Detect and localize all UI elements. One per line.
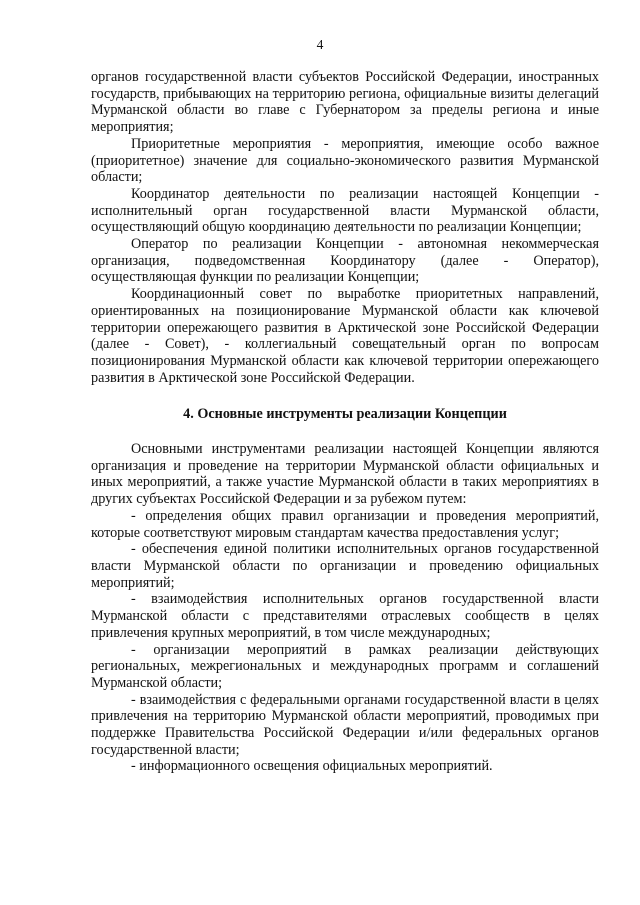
paragraph-operator: Оператор по реализации Концепции - автономная некоммерческая организация, подведомственная Координатору (далее - Оператор), осуществляющая функции по реализации Концепции; xyxy=(91,236,599,286)
list-item: - определения общих правил организации и проведения мероприятий, которые соответствуют мировым стандартам качества предоставления услуг; xyxy=(91,507,599,541)
section-heading: 4. Основные инструменты реализации Концепции xyxy=(183,406,507,423)
paragraph-continuation: органов государственной власти субъектов Российской Федерации, иностранных государств, прибывающих на территорию региона, официальные визиты делегаций Мурманской области во главе с Губернатором за пределы региона и иные мероприятия; xyxy=(91,69,599,136)
paragraph-council: Координационный совет по выработке приоритетных направлений, ориентированных на позиционирование Мурманской области как ключевой территории опережающего развития в Арктической зоне Российской Федерации (далее - Совет), - коллегиальный совещательный орган по вопросам позиционирования Мурманской области как ключевой территории опережающего развития в Арктической зоне Российской Федерации. xyxy=(91,286,599,386)
list-item: - обеспечения единой политики исполнительных органов государственной власти Мурманской области по организации и проведению официальных мероприятий; xyxy=(91,541,599,591)
page-number: 4 xyxy=(316,37,324,52)
list-item: - информационного освещения официальных мероприятий. xyxy=(131,758,493,775)
paragraph-priority-events: Приоритетные мероприятия - мероприятия, имеющие особо важное (приоритетное) значение для социально-экономического развития Мурманской области; xyxy=(91,135,599,186)
list-item: - организации мероприятий в рамках реализации действующих региональных, межрегиональных и международных программ и соглашений Мурманской области; xyxy=(91,641,599,691)
paragraph-coordinator: Координатор деятельности по реализации настоящей Концепции - исполнительный орган государственной власти Мурманской области, осуществляющий общую координацию деятельности по реализации Концепции; xyxy=(91,185,599,236)
list-item: - взаимодействия с федеральными органами государственной власти в целях привлечения на территорию Мурманской области мероприятий, проводимых при поддержке Правительства Российской Федерации и/или федеральных органов государственной власти; xyxy=(91,691,599,758)
document-body xyxy=(91,69,599,775)
list-item: - взаимодействия исполнительных органов государственной власти Мурманской области с представителями отраслевых сообществ в целях привлечения крупных мероприятий, в том числе международных; xyxy=(91,591,599,641)
section-intro: Основными инструментами реализации настоящей Концепции являются организация и проведение на территории Мурманской области официальных и иных мероприятий, а также участие Мурманской области в таких мероприятиях в других субъектах Российской Федерации и за рубежом путем: xyxy=(91,441,599,508)
